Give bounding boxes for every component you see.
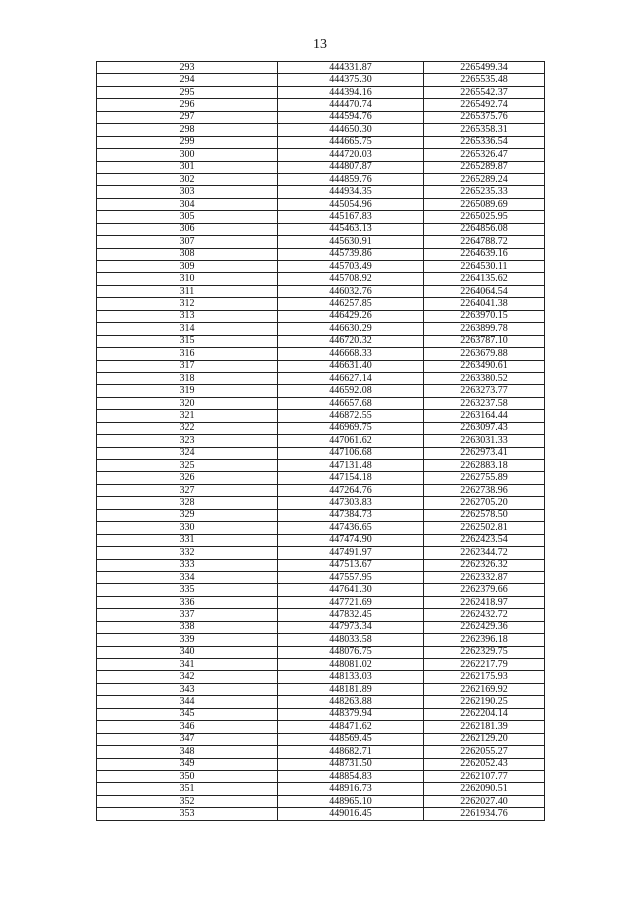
table-row <box>97 335 545 347</box>
table-row <box>97 173 545 185</box>
y-coordinate-cell: 2263164.44 <box>424 410 545 422</box>
point-number-cell: 345 <box>97 708 278 720</box>
y-coordinate-cell: 2263970.15 <box>424 310 545 322</box>
y-coordinate-cell: 2261934.76 <box>424 808 545 820</box>
table-row <box>97 659 545 671</box>
y-coordinate-cell: 2262326.32 <box>424 559 545 571</box>
y-coordinate-cell: 2265326.47 <box>424 149 545 161</box>
table-row <box>97 298 545 310</box>
table-row <box>97 136 545 148</box>
point-number-cell: 316 <box>97 348 278 360</box>
point-number-cell: 325 <box>97 460 278 472</box>
y-coordinate-cell: 2263679.88 <box>424 348 545 360</box>
table-row <box>97 261 545 273</box>
table-row <box>97 484 545 496</box>
y-coordinate-cell: 2264639.16 <box>424 248 545 260</box>
y-coordinate-cell: 2262883.18 <box>424 460 545 472</box>
y-coordinate-cell: 2263899.78 <box>424 323 545 335</box>
table-row <box>97 86 545 98</box>
point-number-cell: 319 <box>97 385 278 397</box>
table-row <box>97 559 545 571</box>
point-number-cell: 300 <box>97 149 278 161</box>
table-row <box>97 733 545 745</box>
table-row <box>97 708 545 720</box>
table-row <box>97 683 545 695</box>
table-row <box>97 746 545 758</box>
point-number-cell: 353 <box>97 808 278 820</box>
point-number-cell: 340 <box>97 646 278 658</box>
table-row <box>97 422 545 434</box>
point-number-cell: 293 <box>97 62 278 74</box>
y-coordinate-cell: 2262344.72 <box>424 547 545 559</box>
point-number-cell: 346 <box>97 721 278 733</box>
table-row <box>97 671 545 683</box>
table-row <box>97 236 545 248</box>
table-row <box>97 447 545 459</box>
x-coordinate-cell: 446630.29 <box>278 323 424 335</box>
table-row <box>97 472 545 484</box>
x-coordinate-cell: 446627.14 <box>278 372 424 384</box>
page-number: 13 <box>313 37 327 52</box>
x-coordinate-cell: 447303.83 <box>278 497 424 509</box>
y-coordinate-cell: 2263273.77 <box>424 385 545 397</box>
y-coordinate-cell: 2262027.40 <box>424 795 545 807</box>
point-number-cell: 307 <box>97 236 278 248</box>
point-number-cell: 296 <box>97 99 278 111</box>
y-coordinate-cell: 2262090.51 <box>424 783 545 795</box>
point-number-cell: 299 <box>97 136 278 148</box>
table-row <box>97 348 545 360</box>
point-number-cell: 312 <box>97 298 278 310</box>
table-row <box>97 795 545 807</box>
point-number-cell: 302 <box>97 173 278 185</box>
y-coordinate-cell: 2264041.38 <box>424 298 545 310</box>
y-coordinate-cell: 2262175.93 <box>424 671 545 683</box>
x-coordinate-cell: 444594.76 <box>278 111 424 123</box>
point-number-cell: 348 <box>97 746 278 758</box>
point-number-cell: 309 <box>97 261 278 273</box>
x-coordinate-cell: 444375.30 <box>278 74 424 86</box>
x-coordinate-cell: 445463.13 <box>278 223 424 235</box>
y-coordinate-cell: 2262379.66 <box>424 584 545 596</box>
table-row <box>97 285 545 297</box>
x-coordinate-cell: 446969.75 <box>278 422 424 434</box>
x-coordinate-cell: 445703.49 <box>278 261 424 273</box>
x-coordinate-cell: 448379.94 <box>278 708 424 720</box>
table-row <box>97 248 545 260</box>
y-coordinate-cell: 2262107.77 <box>424 770 545 782</box>
point-number-cell: 323 <box>97 435 278 447</box>
point-number-cell: 330 <box>97 522 278 534</box>
table-row <box>97 571 545 583</box>
table-row <box>97 696 545 708</box>
table-row <box>97 149 545 161</box>
table-row <box>97 62 545 74</box>
y-coordinate-cell: 2265492.74 <box>424 99 545 111</box>
table-row <box>97 111 545 123</box>
x-coordinate-cell: 448263.88 <box>278 696 424 708</box>
point-number-cell: 321 <box>97 410 278 422</box>
x-coordinate-cell: 448076.75 <box>278 646 424 658</box>
coordinates-table-body <box>97 62 545 821</box>
table-row <box>97 721 545 733</box>
x-coordinate-cell: 447436.65 <box>278 522 424 534</box>
x-coordinate-cell: 445167.83 <box>278 211 424 223</box>
y-coordinate-cell: 2263787.10 <box>424 335 545 347</box>
y-coordinate-cell: 2265235.33 <box>424 186 545 198</box>
point-number-cell: 329 <box>97 509 278 521</box>
y-coordinate-cell: 2262418.97 <box>424 596 545 608</box>
table-row <box>97 497 545 509</box>
x-coordinate-cell: 446657.68 <box>278 397 424 409</box>
y-coordinate-cell: 2265358.31 <box>424 124 545 136</box>
y-coordinate-cell: 2264856.08 <box>424 223 545 235</box>
table-row <box>97 397 545 409</box>
y-coordinate-cell: 2264064.54 <box>424 285 545 297</box>
point-number-cell: 342 <box>97 671 278 683</box>
y-coordinate-cell: 2265025.95 <box>424 211 545 223</box>
point-number-cell: 304 <box>97 198 278 210</box>
x-coordinate-cell: 445739.86 <box>278 248 424 260</box>
point-number-cell: 305 <box>97 211 278 223</box>
y-coordinate-cell: 2265499.34 <box>424 62 545 74</box>
y-coordinate-cell: 2263490.61 <box>424 360 545 372</box>
x-coordinate-cell: 444331.87 <box>278 62 424 74</box>
x-coordinate-cell: 448133.03 <box>278 671 424 683</box>
x-coordinate-cell: 448033.58 <box>278 634 424 646</box>
y-coordinate-cell: 2265289.24 <box>424 173 545 185</box>
point-number-cell: 322 <box>97 422 278 434</box>
table-row <box>97 783 545 795</box>
point-number-cell: 332 <box>97 547 278 559</box>
x-coordinate-cell: 447061.62 <box>278 435 424 447</box>
y-coordinate-cell: 2262429.36 <box>424 621 545 633</box>
point-number-cell: 344 <box>97 696 278 708</box>
table-row <box>97 460 545 472</box>
x-coordinate-cell: 446631.40 <box>278 360 424 372</box>
y-coordinate-cell: 2265089.69 <box>424 198 545 210</box>
table-row <box>97 410 545 422</box>
x-coordinate-cell: 448181.89 <box>278 683 424 695</box>
y-coordinate-cell: 2262329.75 <box>424 646 545 658</box>
y-coordinate-cell: 2265375.76 <box>424 111 545 123</box>
point-number-cell: 311 <box>97 285 278 297</box>
point-number-cell: 328 <box>97 497 278 509</box>
y-coordinate-cell: 2265289.87 <box>424 161 545 173</box>
x-coordinate-cell: 445630.91 <box>278 236 424 248</box>
table-row <box>97 124 545 136</box>
point-number-cell: 336 <box>97 596 278 608</box>
point-number-cell: 301 <box>97 161 278 173</box>
point-number-cell: 320 <box>97 397 278 409</box>
y-coordinate-cell: 2262432.72 <box>424 609 545 621</box>
point-number-cell: 352 <box>97 795 278 807</box>
x-coordinate-cell: 448081.02 <box>278 659 424 671</box>
table-row <box>97 99 545 111</box>
point-number-cell: 333 <box>97 559 278 571</box>
point-number-cell: 308 <box>97 248 278 260</box>
x-coordinate-cell: 444394.16 <box>278 86 424 98</box>
table-row <box>97 161 545 173</box>
table-row <box>97 634 545 646</box>
y-coordinate-cell: 2264530.11 <box>424 261 545 273</box>
y-coordinate-cell: 2262396.18 <box>424 634 545 646</box>
y-coordinate-cell: 2262705.20 <box>424 497 545 509</box>
point-number-cell: 314 <box>97 323 278 335</box>
x-coordinate-cell: 444650.30 <box>278 124 424 136</box>
point-number-cell: 306 <box>97 223 278 235</box>
y-coordinate-cell: 2264788.72 <box>424 236 545 248</box>
y-coordinate-cell: 2265336.54 <box>424 136 545 148</box>
table-row <box>97 323 545 335</box>
y-coordinate-cell: 2263237.58 <box>424 397 545 409</box>
x-coordinate-cell: 446032.76 <box>278 285 424 297</box>
x-coordinate-cell: 446720.32 <box>278 335 424 347</box>
table-row <box>97 211 545 223</box>
y-coordinate-cell: 2263097.43 <box>424 422 545 434</box>
point-number-cell: 351 <box>97 783 278 795</box>
point-number-cell: 338 <box>97 621 278 633</box>
point-number-cell: 327 <box>97 484 278 496</box>
x-coordinate-cell: 448471.62 <box>278 721 424 733</box>
point-number-cell: 324 <box>97 447 278 459</box>
point-number-cell: 349 <box>97 758 278 770</box>
y-coordinate-cell: 2262055.27 <box>424 746 545 758</box>
y-coordinate-cell: 2263380.52 <box>424 372 545 384</box>
table-row <box>97 534 545 546</box>
table-row <box>97 522 545 534</box>
x-coordinate-cell: 446872.55 <box>278 410 424 422</box>
point-number-cell: 335 <box>97 584 278 596</box>
y-coordinate-cell: 2262332.87 <box>424 571 545 583</box>
table-row <box>97 547 545 559</box>
y-coordinate-cell: 2262973.41 <box>424 447 545 459</box>
y-coordinate-cell: 2262217.79 <box>424 659 545 671</box>
table-row <box>97 372 545 384</box>
x-coordinate-cell: 448854.83 <box>278 770 424 782</box>
y-coordinate-cell: 2262502.81 <box>424 522 545 534</box>
point-number-cell: 313 <box>97 310 278 322</box>
x-coordinate-cell: 447154.18 <box>278 472 424 484</box>
x-coordinate-cell: 445054.96 <box>278 198 424 210</box>
x-coordinate-cell: 447721.69 <box>278 596 424 608</box>
table-row <box>97 74 545 86</box>
x-coordinate-cell: 448965.10 <box>278 795 424 807</box>
point-number-cell: 310 <box>97 273 278 285</box>
table-row <box>97 596 545 608</box>
table-row <box>97 435 545 447</box>
y-coordinate-cell: 2262129.20 <box>424 733 545 745</box>
table-row <box>97 758 545 770</box>
x-coordinate-cell: 447131.48 <box>278 460 424 472</box>
point-number-cell: 303 <box>97 186 278 198</box>
y-coordinate-cell: 2262578.50 <box>424 509 545 521</box>
point-number-cell: 337 <box>97 609 278 621</box>
point-number-cell: 294 <box>97 74 278 86</box>
x-coordinate-cell: 447641.30 <box>278 584 424 596</box>
point-number-cell: 331 <box>97 534 278 546</box>
table-row <box>97 360 545 372</box>
y-coordinate-cell: 2262181.39 <box>424 721 545 733</box>
coordinates-table <box>96 61 545 821</box>
y-coordinate-cell: 2262755.89 <box>424 472 545 484</box>
y-coordinate-cell: 2263031.33 <box>424 435 545 447</box>
x-coordinate-cell: 447384.73 <box>278 509 424 521</box>
table-row <box>97 310 545 322</box>
y-coordinate-cell: 2264135.62 <box>424 273 545 285</box>
point-number-cell: 326 <box>97 472 278 484</box>
x-coordinate-cell: 447832.45 <box>278 609 424 621</box>
x-coordinate-cell: 448682.71 <box>278 746 424 758</box>
x-coordinate-cell: 447491.97 <box>278 547 424 559</box>
point-number-cell: 298 <box>97 124 278 136</box>
x-coordinate-cell: 446429.26 <box>278 310 424 322</box>
x-coordinate-cell: 447557.95 <box>278 571 424 583</box>
point-number-cell: 343 <box>97 683 278 695</box>
point-number-cell: 347 <box>97 733 278 745</box>
x-coordinate-cell: 448569.45 <box>278 733 424 745</box>
table-row <box>97 385 545 397</box>
x-coordinate-cell: 444934.35 <box>278 186 424 198</box>
y-coordinate-cell: 2262052.43 <box>424 758 545 770</box>
table-row <box>97 609 545 621</box>
x-coordinate-cell: 448731.50 <box>278 758 424 770</box>
point-number-cell: 315 <box>97 335 278 347</box>
x-coordinate-cell: 447106.68 <box>278 447 424 459</box>
x-coordinate-cell: 444859.76 <box>278 173 424 185</box>
table-row <box>97 223 545 235</box>
x-coordinate-cell: 449016.45 <box>278 808 424 820</box>
x-coordinate-cell: 444807.87 <box>278 161 424 173</box>
table-row <box>97 808 545 820</box>
point-number-cell: 317 <box>97 360 278 372</box>
x-coordinate-cell: 447474.90 <box>278 534 424 546</box>
table-row <box>97 770 545 782</box>
point-number-cell: 297 <box>97 111 278 123</box>
table-row <box>97 273 545 285</box>
point-number-cell: 295 <box>97 86 278 98</box>
x-coordinate-cell: 444665.75 <box>278 136 424 148</box>
x-coordinate-cell: 447973.34 <box>278 621 424 633</box>
x-coordinate-cell: 446668.33 <box>278 348 424 360</box>
x-coordinate-cell: 444720.03 <box>278 149 424 161</box>
x-coordinate-cell: 447264.76 <box>278 484 424 496</box>
x-coordinate-cell: 446592.08 <box>278 385 424 397</box>
point-number-cell: 334 <box>97 571 278 583</box>
table-row <box>97 186 545 198</box>
y-coordinate-cell: 2265542.37 <box>424 86 545 98</box>
point-number-cell: 339 <box>97 634 278 646</box>
y-coordinate-cell: 2265535.48 <box>424 74 545 86</box>
x-coordinate-cell: 446257.85 <box>278 298 424 310</box>
x-coordinate-cell: 444470.74 <box>278 99 424 111</box>
y-coordinate-cell: 2262204.14 <box>424 708 545 720</box>
point-number-cell: 341 <box>97 659 278 671</box>
x-coordinate-cell: 448916.73 <box>278 783 424 795</box>
table-row <box>97 621 545 633</box>
table-row <box>97 646 545 658</box>
table-row <box>97 509 545 521</box>
y-coordinate-cell: 2262190.25 <box>424 696 545 708</box>
table-row <box>97 584 545 596</box>
y-coordinate-cell: 2262169.92 <box>424 683 545 695</box>
point-number-cell: 350 <box>97 770 278 782</box>
point-number-cell: 318 <box>97 372 278 384</box>
y-coordinate-cell: 2262423.54 <box>424 534 545 546</box>
y-coordinate-cell: 2262738.96 <box>424 484 545 496</box>
x-coordinate-cell: 445708.92 <box>278 273 424 285</box>
x-coordinate-cell: 447513.67 <box>278 559 424 571</box>
table-row <box>97 198 545 210</box>
